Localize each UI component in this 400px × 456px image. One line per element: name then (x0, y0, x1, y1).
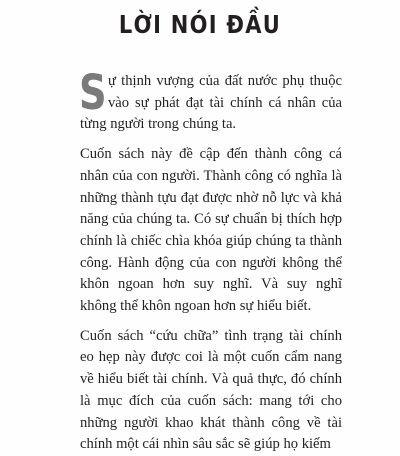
paragraph-3: Cuốn sách “cứu chữa” tình trạng tài chính eo hẹp này được coi là một cuốn cẩm nang về hiểu biết tài chính. Và quả thực, đó chính là mục đích của cuốn sách: mang tới cho những người khao khát thành công về tài chính một cái nhìn sâu sắc sẽ giúp họ kiếm (80, 327, 342, 453)
body-text (79, 65, 342, 456)
drop-cap: S (79, 65, 107, 121)
paragraph-1-text: ự thịnh vượng của đất nước phụ thuộc vào sự phát đạt tài chính cá nhân của từng người trong chúng ta. (80, 73, 342, 133)
page-title: LỜI NÓI ĐẦU (118, 10, 282, 39)
paragraph-1 (79, 65, 342, 136)
paragraph-2: Cuốn sách này đề cập đến thành công cá nhân của con người. Thành công có nghĩa là những thành tựu đạt được nhờ nỗ lực và khả năng của chúng ta. Có sự chuẩn bị thích hợp chính là chiếc chìa khóa giúp chúng ta thành công. Hành động của con người không thể khôn ngoan hơn suy nghĩ. Và suy nghĩ không thể khôn ngoan hơn sự hiểu biết. (80, 146, 342, 315)
